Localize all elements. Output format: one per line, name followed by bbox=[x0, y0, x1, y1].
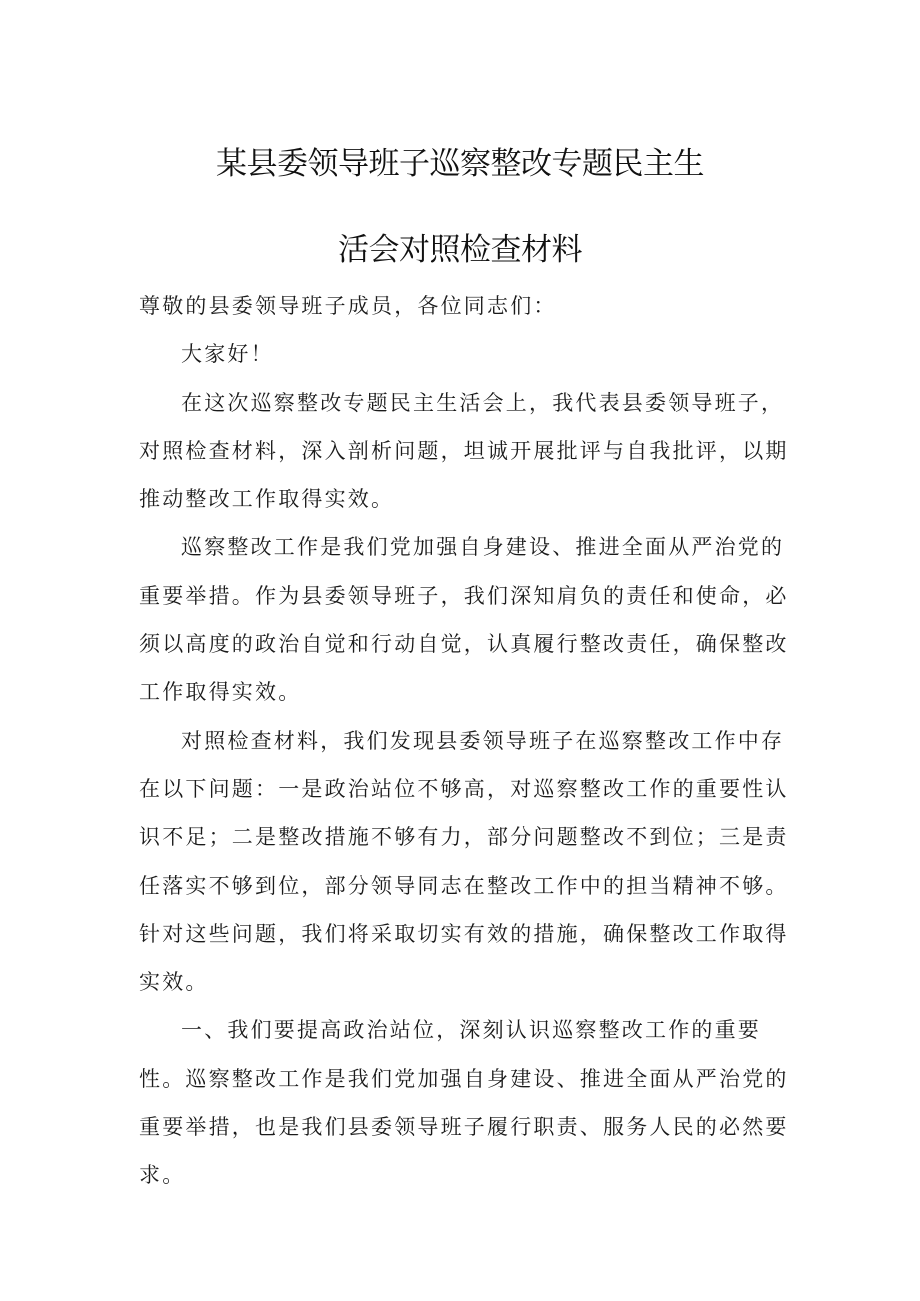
salutation: 尊敬的县委领导班子成员，各位同志们： bbox=[139, 294, 557, 318]
paragraph-intro: 在这次巡察整改专题民主生活会上，我代表县委领导班子，对照检查材料，深入剖析问题，坦诚开展批评与自我批评，以期推动整改工作取得实效。 bbox=[139, 390, 789, 512]
document-body bbox=[139, 282, 799, 1200]
paragraph-greeting: 大家好！ bbox=[181, 342, 274, 367]
document-title-line-2: 活会对照检查材料 bbox=[338, 232, 582, 268]
paragraph-importance: 巡察整改工作是我们党加强自身建设、推进全面从严治党的重要举措。作为县委领导班子，我们深知肩负的责任和使命，必须以高度的政治自觉和行动自觉，认真履行整改责任，确保整改工作取得实效。 bbox=[139, 535, 789, 705]
document-title-line-1: 某县委领导班子巡察整改专题民主生 bbox=[216, 146, 704, 182]
paragraph-problems: 对照检查材料，我们发现县委领导班子在巡察整改工作中存在以下问题：一是政治站位不够高，对巡察整改工作的重要性认识不足；二是整改措施不够有力，部分问题整改不到位；三是责任落实不够到位，部分领导同志在整改工作中的担当精神不够。针对这些问题，我们将采取切实有效的措施，确保整改工作取得实效。 bbox=[139, 728, 789, 995]
paragraph-measure-one: 一、我们要提高政治站位，深刻认识巡察整改工作的重要性。巡察整改工作是我们党加强自身建设、推进全面从严治党的重要举措，也是我们县委领导班子履行职责、服务人民的必然要求。 bbox=[139, 1018, 789, 1188]
